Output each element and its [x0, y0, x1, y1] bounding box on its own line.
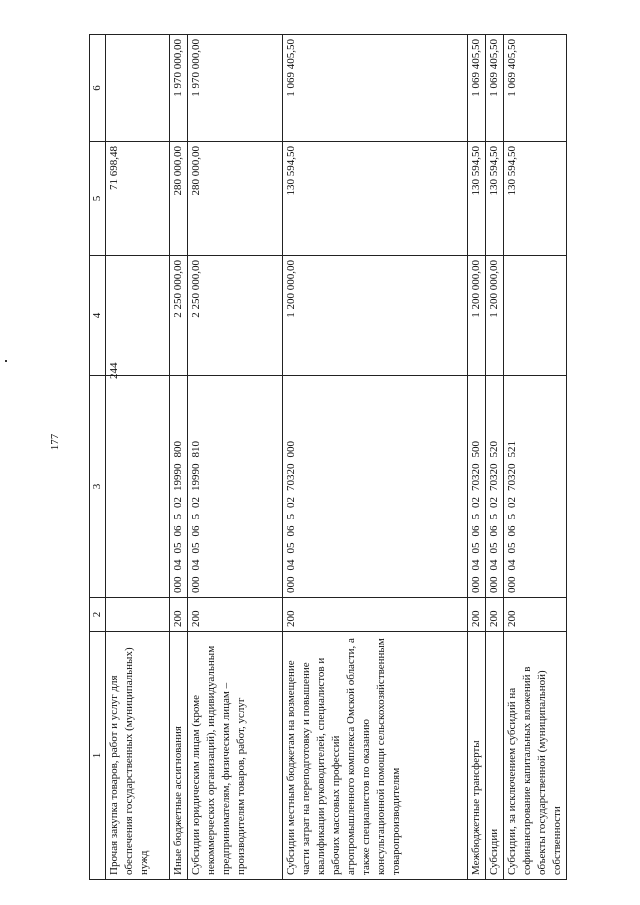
table-row — [504, 35, 567, 880]
code-part: 19990 — [172, 463, 184, 491]
code-part: 000 — [470, 576, 482, 593]
header-col-4: 4 — [90, 256, 106, 376]
code-part: 05 — [172, 542, 184, 554]
code-part: 04 — [506, 559, 518, 571]
row-value-col4: 1 200 000,00 — [468, 256, 486, 376]
row-name: Субсидии — [486, 632, 504, 880]
header-col-3: 3 — [90, 376, 106, 598]
row-value-col5: 130 594,50 — [504, 142, 567, 256]
row-admin-code — [106, 598, 170, 632]
code-part: 000 — [172, 576, 184, 593]
code-part: 5 — [470, 514, 482, 520]
code-part: 04 — [470, 559, 482, 571]
row-value-col4: 2 250 000,00 — [170, 256, 188, 376]
code-part: 02 — [470, 497, 482, 508]
code-part: 02 — [488, 497, 500, 508]
page-number: 177 — [49, 433, 61, 451]
row-value-col4: 1 200 000,00 — [486, 256, 504, 376]
row-classification-code — [504, 376, 567, 598]
table-row — [283, 35, 468, 880]
code-part: 02 — [190, 497, 202, 508]
code-part: 521 — [506, 441, 518, 458]
code-part: 05 — [470, 542, 482, 554]
row-value-col6: 1 970 000,00 — [170, 35, 188, 142]
row-name: Иные бюджетные ассигнования — [170, 632, 188, 880]
code-part: 06 — [506, 525, 518, 537]
header-col-2: 2 — [90, 598, 106, 632]
code-part: 70320 — [488, 463, 500, 491]
row-admin-code: 200 — [486, 598, 504, 632]
code-part: 06 — [470, 525, 482, 537]
code-part: 70320 — [285, 463, 297, 491]
row-admin-code: 200 — [283, 598, 468, 632]
row-name: Субсидии местным бюджетам на возмещение части затрат на переподготовку и повышение квалификации руководителей, специалистов и рабочих массовых профессий агропромышленного комплекса Омской области, а также специалистов по оказанию консультационной помощи сельскохозяйственным товаропроизводителям — [283, 632, 468, 880]
row-value-col6: 1 069 405,50 — [486, 35, 504, 142]
code-part: 5 — [190, 514, 202, 520]
header-row — [90, 35, 106, 880]
row-value-col5: 130 594,50 — [468, 142, 486, 256]
code-part: 5 — [172, 514, 184, 520]
header-col-5: 5 — [90, 142, 106, 256]
code-part: 02 — [172, 497, 184, 508]
code-part: 05 — [488, 542, 500, 554]
code-part: 02 — [506, 497, 518, 508]
row-classification-code — [170, 376, 188, 598]
row-classification-code — [283, 376, 468, 598]
row-value-col4: 2 250 000,00 — [188, 256, 283, 376]
code-part: 04 — [172, 559, 184, 571]
row-value-col4 — [106, 256, 170, 376]
row-admin-code: 200 — [504, 598, 567, 632]
code-part: 05 — [285, 542, 297, 554]
code-part: 70320 — [506, 463, 518, 491]
row-value-col5: 280 000,00 — [170, 142, 188, 256]
code-part: 244 — [108, 362, 120, 379]
row-value-col6: 1 069 405,50 — [468, 35, 486, 142]
scan-artifact-dot — [5, 360, 7, 362]
table-row — [106, 35, 170, 880]
header-col-1: 1 — [90, 632, 106, 880]
code-part: 05 — [190, 542, 202, 554]
code-part: 000 — [285, 441, 297, 458]
row-name: Субсидии, за исключением субсидий на софинансирование капитальных вложений в объекты государственной (муниципальной) собственности — [504, 632, 567, 880]
code-part: 000 — [285, 576, 297, 593]
row-value-col4: 1 200 000,00 — [283, 256, 468, 376]
table-row — [188, 35, 283, 880]
table-row — [486, 35, 504, 880]
row-admin-code: 200 — [188, 598, 283, 632]
code-part: 04 — [488, 559, 500, 571]
code-part: 70320 — [470, 463, 482, 491]
row-value-col5: 280 000,00 — [188, 142, 283, 256]
row-classification-code — [188, 376, 283, 598]
row-classification-code — [486, 376, 504, 598]
row-value-col6: 1 069 405,50 — [283, 35, 468, 142]
row-classification-code — [468, 376, 486, 598]
row-value-col4 — [504, 256, 567, 376]
code-part: 19990 — [190, 463, 202, 491]
row-value-col6: 1 069 405,50 — [504, 35, 567, 142]
code-part: 5 — [488, 514, 500, 520]
row-admin-code: 200 — [170, 598, 188, 632]
code-part: 520 — [488, 441, 500, 458]
code-part: 000 — [190, 576, 202, 593]
row-value-col5: 130 594,50 — [283, 142, 468, 256]
row-value-col6: 1 970 000,00 — [188, 35, 283, 142]
code-part: 06 — [488, 525, 500, 537]
row-name: Субсидии юридическим лицам (кроме некоммерческих организаций), индивидуальным предпринимателям, физическим лицам – производителям товаров, работ, услуг — [188, 632, 283, 880]
code-part: 000 — [506, 576, 518, 593]
code-part: 04 — [190, 559, 202, 571]
code-part: 04 — [285, 559, 297, 571]
code-part: 000 — [488, 576, 500, 593]
row-value-col5: 130 594,50 — [486, 142, 504, 256]
code-part: 5 — [285, 514, 297, 520]
budget-table — [89, 34, 567, 880]
row-value-col6 — [106, 35, 170, 142]
code-part: 06 — [190, 525, 202, 537]
row-name: Прочая закупка товаров, работ и услуг для обеспечения государственных (муниципальных) нужд — [106, 632, 170, 880]
code-part: 500 — [470, 441, 482, 458]
table-row — [468, 35, 486, 880]
table-row — [170, 35, 188, 880]
code-part: 02 — [285, 497, 297, 508]
code-part: 800 — [172, 441, 184, 458]
code-part: 05 — [506, 542, 518, 554]
row-name: Межбюджетные трансферты — [468, 632, 486, 880]
row-classification-code — [106, 362, 170, 598]
code-part: 06 — [285, 525, 297, 537]
code-part: 810 — [190, 441, 202, 458]
row-admin-code: 200 — [468, 598, 486, 632]
budget-table-rotated — [89, 35, 563, 880]
header-col-6: 6 — [90, 35, 106, 142]
code-part: 06 — [172, 525, 184, 537]
code-part: 5 — [506, 514, 518, 520]
row-value-col5: 71 698,48 — [106, 142, 170, 256]
